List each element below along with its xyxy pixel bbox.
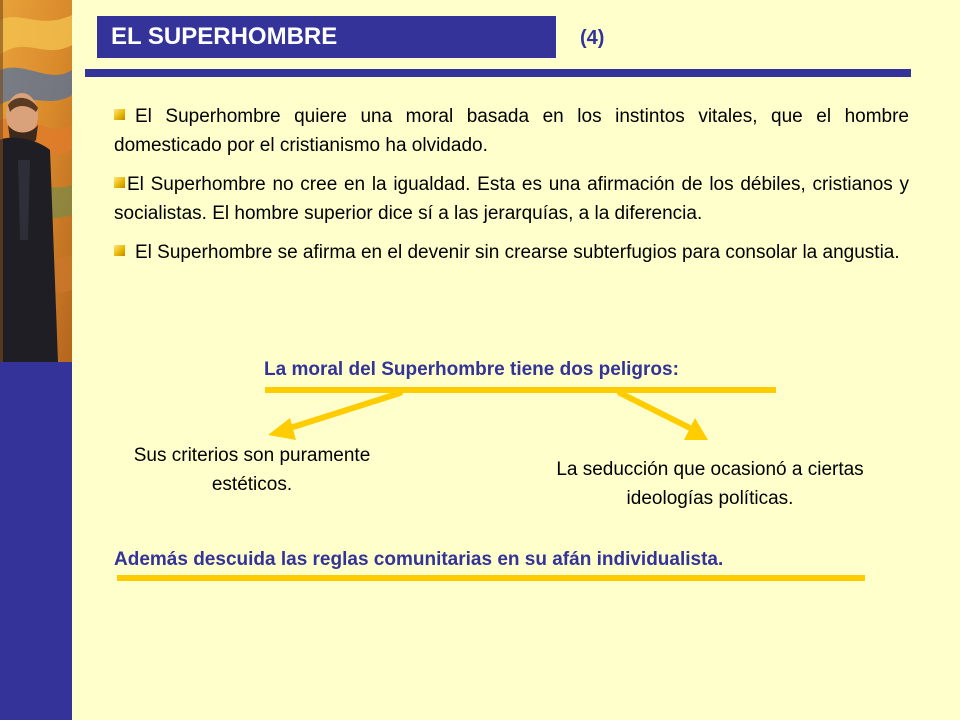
arrow-left-icon <box>268 393 400 440</box>
danger-political: La seducción que ocasionó a ciertas ideologías políticas. <box>556 459 864 509</box>
slide-number: (4) <box>580 27 605 49</box>
list-item <box>114 102 909 160</box>
dangers-heading-underline <box>265 387 776 393</box>
list-item <box>114 170 909 228</box>
conclusion-text: Además descuida las reglas comunitarias en su afán individualista. <box>114 549 724 570</box>
list-item <box>114 238 909 267</box>
bullet-square-icon <box>114 177 125 188</box>
conclusion-underline <box>117 575 865 581</box>
bullet-text: El Superhombre no cree en la igualdad. Esta es una afirmación de los débiles, cristianos y socialistas. El hombre superior dice sí a las jerarquías, a la diferencia. <box>114 174 909 224</box>
bullet-square-icon <box>114 245 125 256</box>
page-title: EL SUPERHOMBRE <box>97 16 556 58</box>
dangers-heading: La moral del Superhombre tiene dos peligros: <box>264 359 679 380</box>
bullet-text: El Superhombre se afirma en el devenir sin crearse subterfugios para consolar la angustia. <box>135 242 900 263</box>
bullet-square-icon <box>114 109 125 120</box>
title-underline <box>85 69 911 77</box>
bullet-list <box>114 102 909 277</box>
arrow-right-icon <box>620 393 708 440</box>
danger-aesthetic: Sus criterios son puramente estéticos. <box>133 445 371 495</box>
portrait-image <box>0 0 72 362</box>
bullet-text: El Superhombre quiere una moral basada en los instintos vitales, que el hombre domesticado por el cristianismo ha olvidado. <box>114 106 909 156</box>
